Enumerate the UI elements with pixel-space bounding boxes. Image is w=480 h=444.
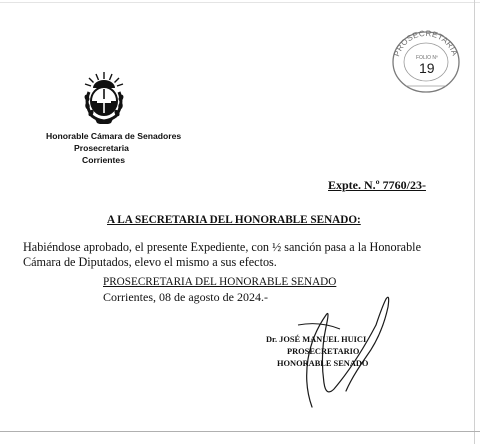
body-line-2: Cámara de Diputados, elevo el mismo a sus efectos. <box>23 255 277 269</box>
body-line-1: Habiéndose aprobado, el presente Expediente, con ½ sanción pasa a la Honorable <box>23 240 421 254</box>
institution-name: Honorable Cámara de Senadores <box>46 131 182 141</box>
place-date: Corrientes, 08 de agosto de 2024.- <box>103 290 268 304</box>
scan-edge-right <box>474 0 475 444</box>
stamp-folio-number: 19 <box>419 60 435 76</box>
signatory-body: HONORABLE SENADO <box>277 359 369 368</box>
city-name: Corrientes <box>82 155 125 165</box>
signatory-name: Dr. JOSÉ MANUEL HUICI <box>266 335 367 344</box>
department-heading: PROSECRETARIA DEL HONORABLE SENADO <box>103 276 337 288</box>
scan-edge-bottom <box>0 431 480 432</box>
folio-stamp <box>386 26 466 96</box>
scan-edge-top <box>0 2 480 3</box>
addressee-heading: A LA SECRETARIA DEL HONORABLE SENADO: <box>107 214 361 226</box>
expediente-reference: Expte. N.º 7760/23- <box>328 178 426 192</box>
office-name: Prosecretaria <box>74 143 129 153</box>
stamp-arc-text: PROSECRETARIA <box>392 28 460 58</box>
coat-of-arms-icon <box>80 70 128 124</box>
stamp-folio-label: FOLIO Nº <box>416 55 438 61</box>
signatory-title: PROSECRETARIO <box>287 347 360 356</box>
